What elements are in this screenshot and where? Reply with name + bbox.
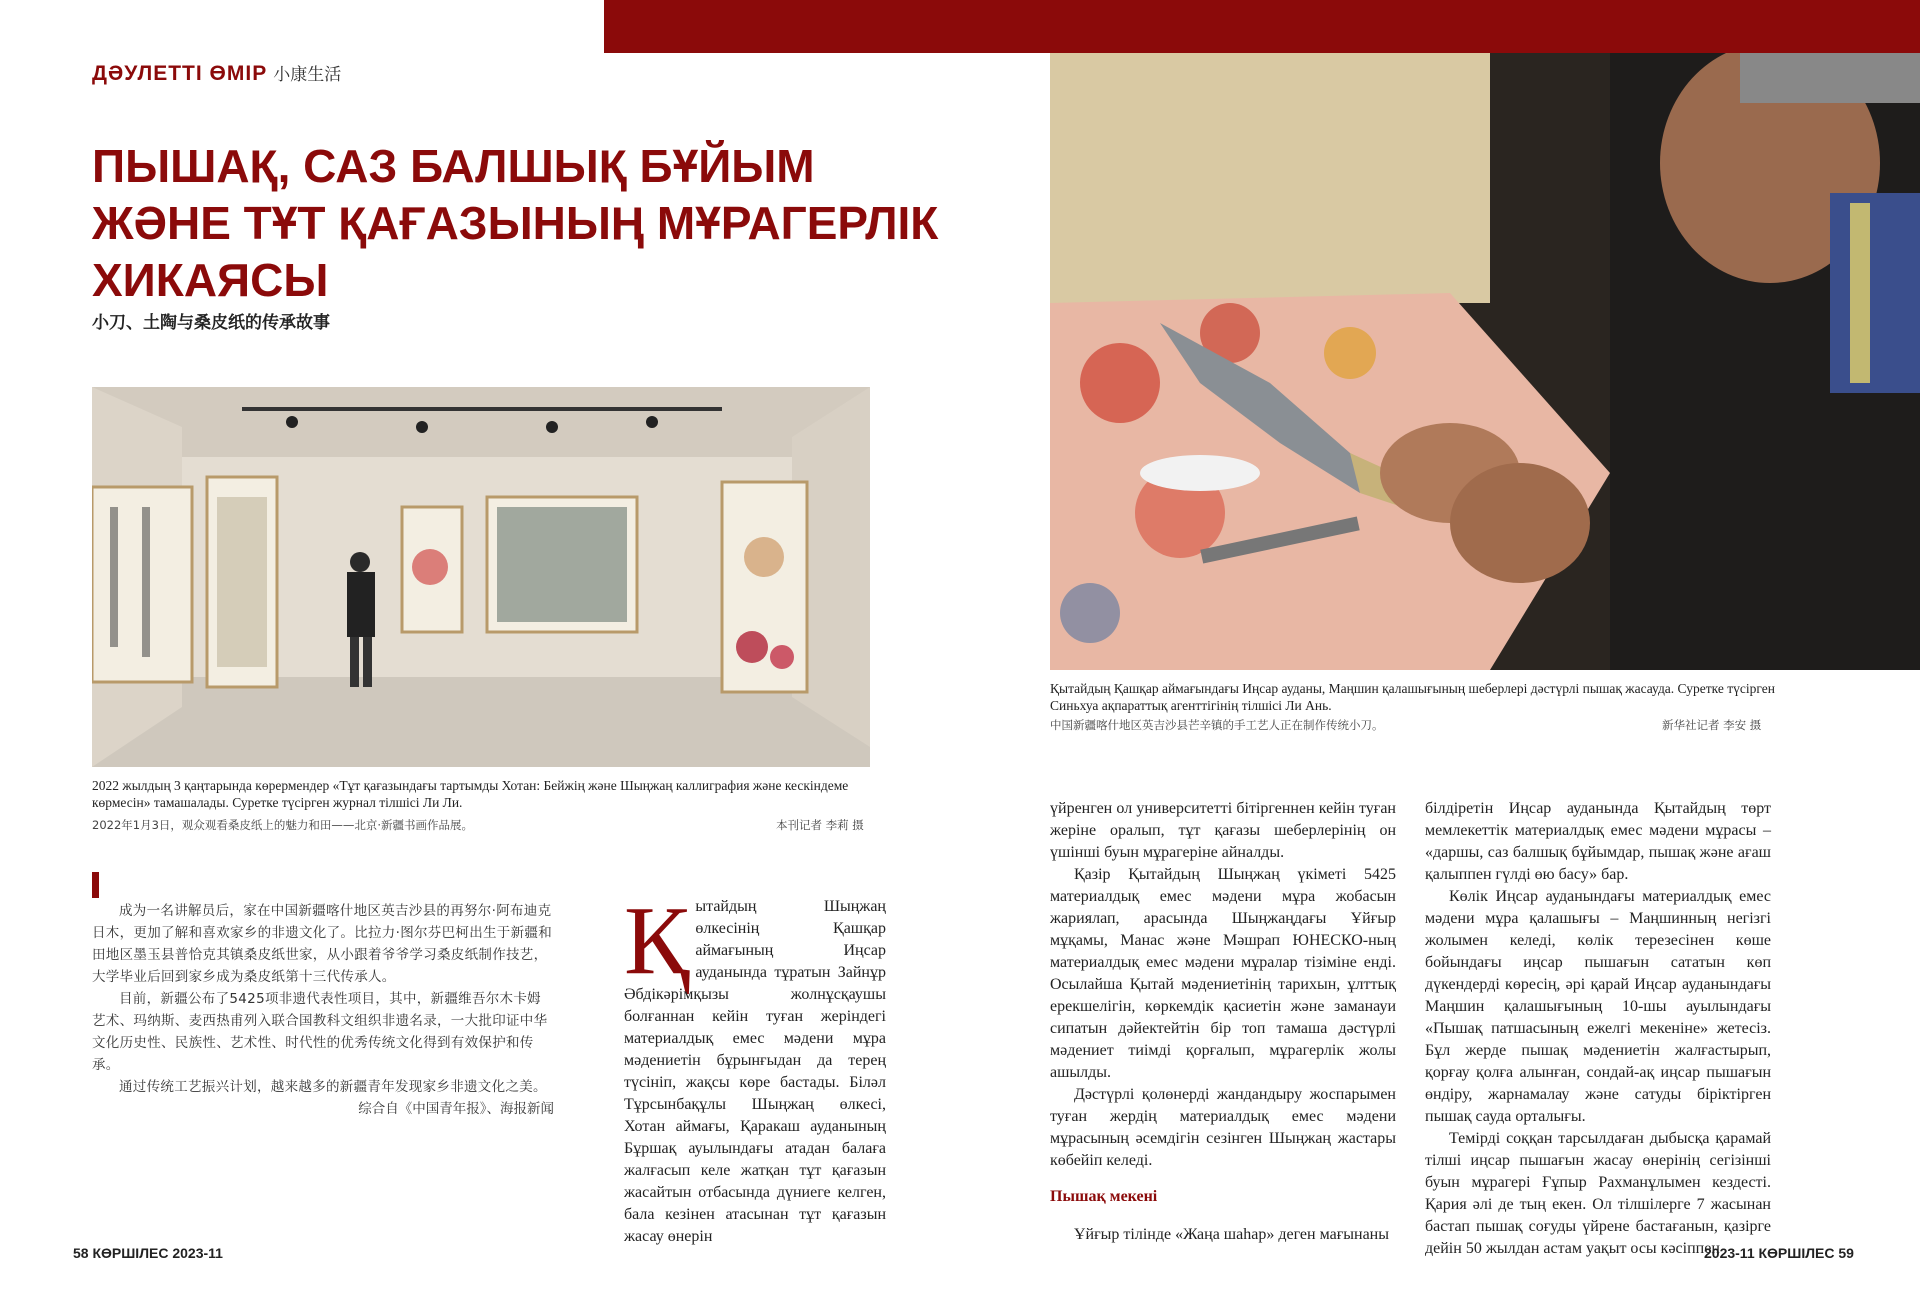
title-line: ПЫШАҚ, САЗ БАЛШЫҚ БҰЙЫМ xyxy=(92,140,815,192)
gallery-caption-cn: 2022年1月3日，观众观看桑皮纸上的魅力和田——北京·新疆书画作品展。 xyxy=(92,818,474,832)
header-red-bar xyxy=(604,0,1920,53)
summary-red-marker xyxy=(92,872,99,898)
body-column-1 xyxy=(624,887,886,1248)
section-label-cn: 小康生活 xyxy=(273,65,342,84)
body-paragraph: үйренген ол университетті бітіргеннен кейін туған жеріне оралып, тұт қағазы шеберлерінің он үшінші буын мұрагеріне айналды. xyxy=(1050,800,1396,861)
footer-left-page-number: 58 КӨРШІЛЕС 2023-11 xyxy=(73,1245,223,1261)
title-line: ХИКАЯСЫ xyxy=(92,254,329,306)
gallery-photo-illustration xyxy=(92,387,870,767)
knife-maker-photo xyxy=(1050,53,1920,670)
footer-right-page-number: 2023-11 КӨРШІЛЕС 59 xyxy=(1704,1245,1854,1261)
body-paragraph: Темірді соққан тарсылдаған дыбысқа қарамай тілші иңсар пышағын жасау өнерінің сегізінші буын мұрагері Ғұпыр Рахманұлымен кездесті. Қария әлі де тың екен. Ол тілшілерге 7 жасынан бастап пышақ соғуды үйрене бастағанын, қазірге дейін 50 жылдан астам уақыт осы кәсіппен xyxy=(1425,1130,1771,1257)
body-paragraph: Дәстүрлі қолөнерді жандандыру жоспарымен туған жердің материалдық емес мәдени мұрасының әсемдігін сезінген Шыңжаң жастары көбейіп келеді. xyxy=(1050,1086,1396,1169)
knife-caption-kz: Қытайдың Қашқар аймағындағы Иңсар ауданы, Маңшин қалашығының шеберлері дәстүрлі пышақ жасауда. Суретке түсірген Синьхуа ақпараттық агенттігінің тілшісі Ли Ань. xyxy=(1050,681,1775,713)
chinese-summary xyxy=(92,900,554,1120)
title-line: ЖӘНЕ ТҰТ ҚАҒАЗЫНЫҢ МҰРАГЕРЛІК xyxy=(92,197,939,249)
gallery-photo xyxy=(92,387,870,767)
knife-credit-cn: 新华社记者 李安 摄 xyxy=(1662,718,1762,732)
summary-paragraph: 成为一名讲解员后，家在中国新疆喀什地区英吉沙县的再努尔·阿布迪克日木，更加了解和喜欢家乡的非遗文化了。比拉力·图尔芬巴柯出生于新疆和田地区墨玉县普恰克其镇桑皮纸世家，从小跟着爷爷学习桑皮纸制作技艺，大学毕业后回到家乡成为桑皮纸第十三代传承人。 xyxy=(92,903,552,985)
body-column-2 xyxy=(1050,798,1396,1246)
body-column-3 xyxy=(1425,798,1771,1260)
body-paragraph: Көлік Иңсар ауданындағы материалдық емес мәдени мұра қалашығы – Маңшинның негізгі жолымен келеді, көлік терезесінен көше бойындағы иңсар пышағын сататын көп дүкендерді көресің, әрі қарай Иңсар ауданындағы Маңшин қалашығының 10-шы ауылындағы «Пышақ патшасының ежелгі мекеніне» жетесіз. Бұл жерде пышақ мәдениетін жалғастырып, қорғау қолға алынған, сондай-ақ иңсар пышағын өндіру, жарнамалау және сатуды біріктірген пышақ сауда орталығы. xyxy=(1425,888,1771,1125)
summary-paragraph: 通过传统工艺振兴计划，越来越多的新疆青年发现家乡非遗文化之美。 xyxy=(119,1079,547,1095)
gallery-credit-cn: 本刊记者 李莉 摄 xyxy=(776,818,864,832)
section-label xyxy=(92,60,341,86)
section-label-kz: ДӘУЛЕТТІ ӨМІР xyxy=(92,62,268,85)
drop-cap: Қ xyxy=(624,887,690,995)
knife-maker-photo-illustration xyxy=(1050,53,1920,670)
gallery-caption-kz: 2022 жылдың 3 қаңтарында көрермендер «Тұт қағазындағы тартымды Хотан: Бейжің және Шыңжаң каллиграфия және кескіндеме көрмесін» тамашалады. Суретке түсірген журнал тілшісі Ли Ли. xyxy=(92,778,849,810)
body-paragraph: білдіретін Иңсар ауданында Қытайдың төрт мемлекеттік материалдық емес мәдени мұрасы – «даршы, саз балшық бұйымдар, пышақ және ағаш қалыппен гүлді өю басу» бар. xyxy=(1425,800,1771,883)
article-subtitle-cn: 小刀、土陶与桑皮纸的传承故事 xyxy=(92,313,330,333)
subheading-knife-home: Пышақ мекені xyxy=(1050,1188,1158,1205)
knife-caption-cn: 中国新疆喀什地区英吉沙县芒辛镇的手工艺人正在制作传统小刀。 xyxy=(1050,718,1384,732)
body-paragraph: Қазір Қытайдың Шыңжаң үкіметі 5425 материалдық емес мәдени мұра жобасын жариялап, арасында Шыңжаңдағы Ұйғыр мұқамы, Манас және Мәшрап ЮНЕСКО-ның материалдық емес мәдени мұралар тізіміне енді. Осылайша Қытай мәдениетінің тарихын, ұлттық ерекшелігін, көркемдік қасиетін және заманауи сипатын дәйектейтін бір топ тамаша дәстүрлі мәдениет тиімді қорғалып, мұрагерлік жолы ашылды. xyxy=(1050,866,1396,1081)
body-paragraph: Ұйғыр тілінде «Жаңа шаһар» деген мағынаны xyxy=(1074,1226,1389,1243)
summary-source: 综合自《中国青年报》、海报新闻 xyxy=(358,1101,554,1117)
summary-paragraph: 目前，新疆公布了5425项非遗代表性项目，其中，新疆维吾尔木卡姆艺术、玛纳斯、麦西热甫列入联合国教科文组织非遗名录，一大批印证中华文化历史性、民族性、艺术性、时代性的优秀传统文化得到有效保护和传承。 xyxy=(92,991,548,1073)
body-paragraph: ытайдың Шыңжаң өлкесінің Қашқар аймағының Иңсар ауданында тұратын Зайнұр Әбдікәрімқызы жолнұсқаушы болғаннан кейін туған жеріндегі материалдық емес мәдени мұра мәдениетін бұрынғыдан да терең түсініп, жақсы көре бастады. Біләл Тұрсынбақұлы Шыңжаң өлкесі, Хотан аймағы, Қаракаш ауданының Бұршақ ауылындағы атадан балаға жалғасып келе жатқан тұт қағазын жасайтын отбасында дүниеге келген, бала кезінен атасынан тұт қағазын жасау өнерін xyxy=(624,898,886,1245)
article-title xyxy=(92,138,972,309)
